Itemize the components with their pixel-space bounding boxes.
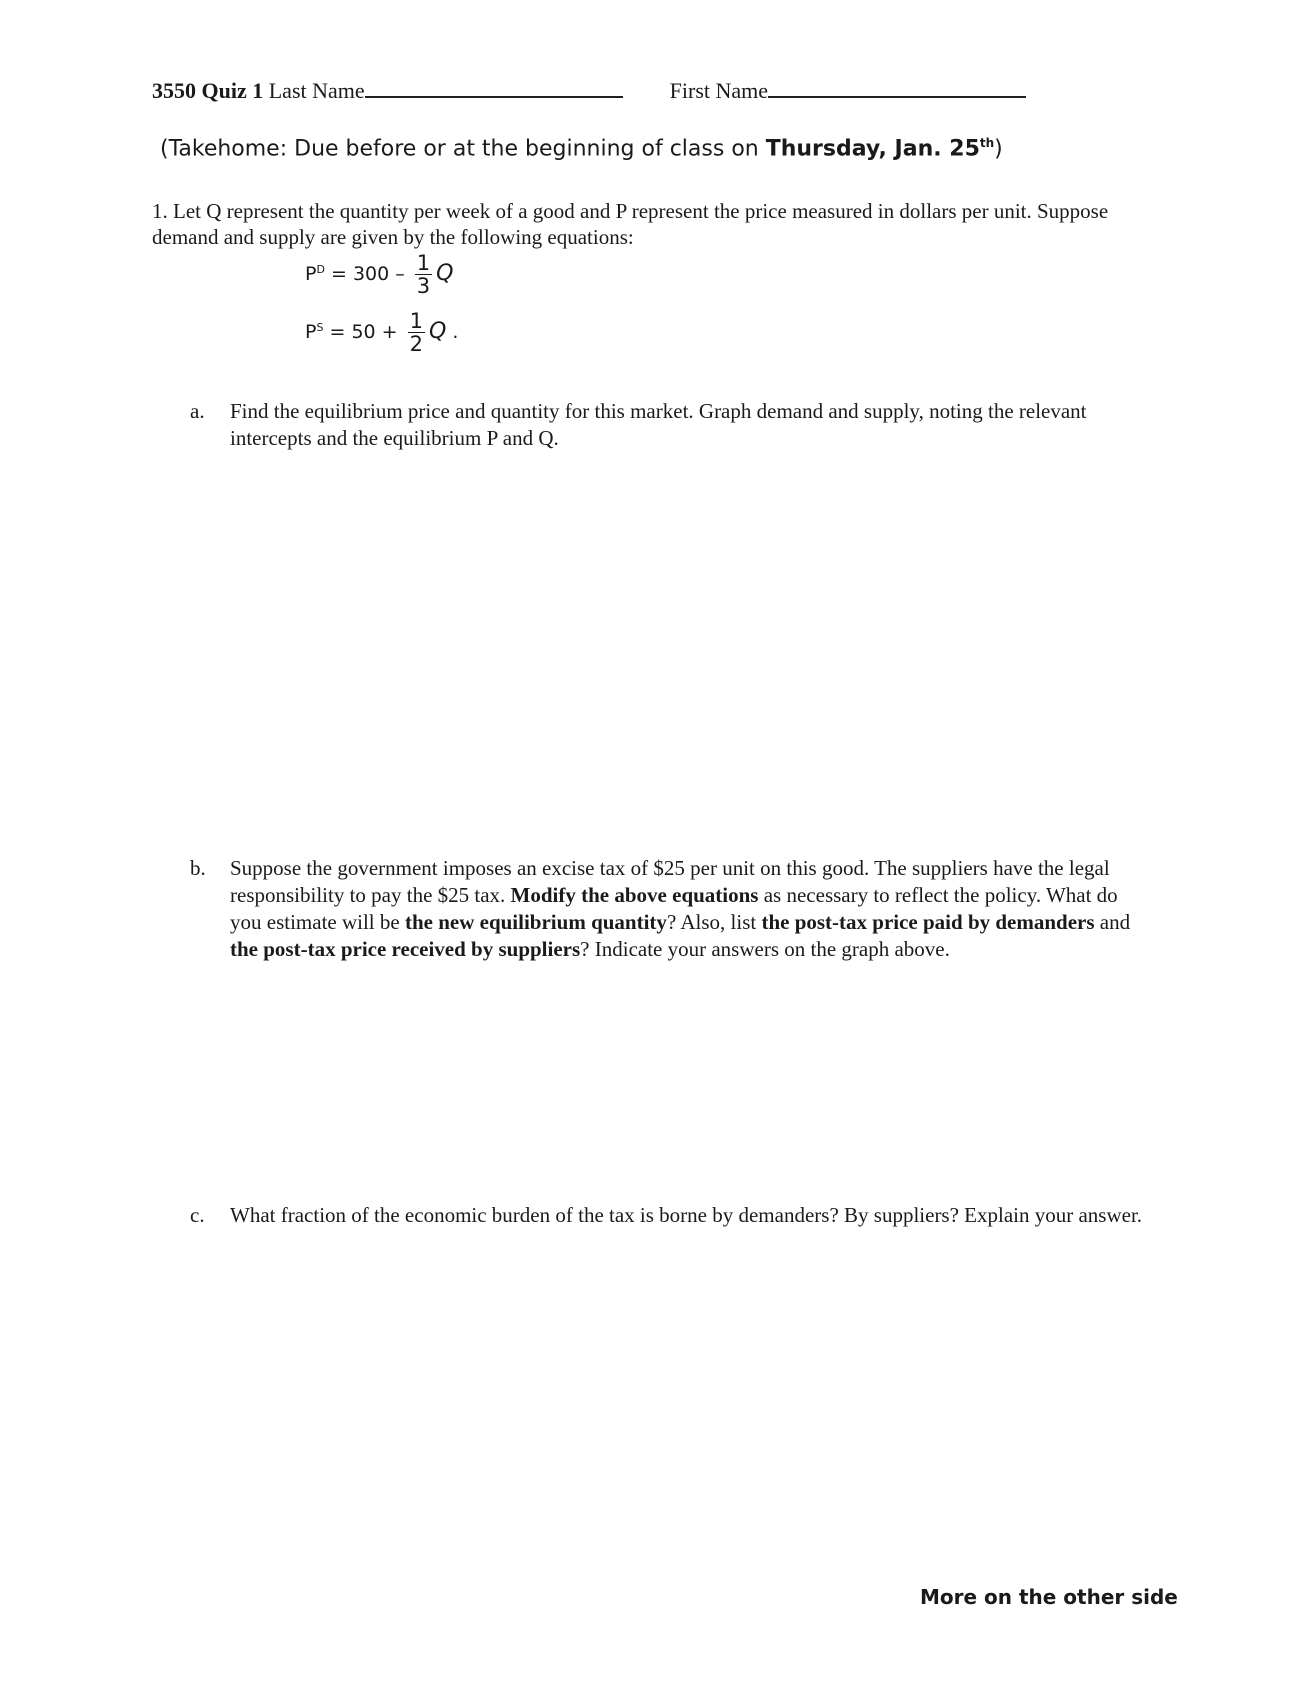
- supply-end: .: [446, 321, 459, 343]
- supply-rhs: = 50 +: [323, 321, 404, 343]
- first-name-label: First Name: [669, 78, 769, 103]
- part-b-text-4: and: [1094, 910, 1131, 934]
- footer-note: More on the other side: [920, 1585, 1178, 1609]
- question-1-intro: 1. Let Q represent the quantity per week of a good and P represent the price measured in dollars per unit. Suppose demand and supply are given by the following equations:: [152, 199, 1109, 249]
- part-b-text-2: as necessary to reflect the policy. What do you estimate will be: [230, 883, 1118, 934]
- demand-numerator: 1: [416, 251, 431, 275]
- due-close: ): [994, 136, 1003, 162]
- part-b-bold-4: the post-tax price received by suppliers: [230, 937, 581, 961]
- due-date-suffix: th: [979, 136, 995, 150]
- part-b-label: b.: [190, 856, 206, 880]
- part-a-text: Find the equilibrium price and quantity for this market. Graph demand and supply, noting the relevant intercepts and the equilibrium P and Q.: [230, 399, 1087, 450]
- demand-equation: [305, 252, 454, 297]
- due-date: Thursday, Jan. 25: [765, 136, 980, 162]
- part-b-text: [230, 855, 1150, 963]
- part-b-text-5: ? Indicate your answers on the graph above.: [580, 937, 950, 961]
- last-name-blank[interactable]: [365, 95, 623, 98]
- demand-denominator: 3: [416, 274, 431, 298]
- demand-lhs: P: [305, 263, 317, 285]
- quiz-header: [152, 78, 1026, 104]
- part-b-bold-1: Modify the above equations: [510, 883, 759, 907]
- first-name-blank[interactable]: [768, 95, 1026, 98]
- demand-fraction: [415, 252, 432, 297]
- supply-lhs: P: [305, 321, 317, 343]
- supply-denominator: 2: [409, 332, 424, 356]
- due-date-note: [160, 136, 1003, 161]
- part-c-label: c.: [190, 1203, 205, 1227]
- supply-equation: [305, 310, 458, 355]
- due-prefix: (Takehome: Due before or at the beginning of class on: [160, 136, 766, 162]
- part-b-bold-2: the new equilibrium quantity: [404, 910, 667, 934]
- last-name-label: Last Name: [268, 78, 365, 103]
- part-c-text: What fraction of the economic burden of the tax is borne by demanders? By suppliers? Explain your answer.: [230, 1203, 1143, 1227]
- part-b-bold-3: the post-tax price paid by demanders: [761, 910, 1095, 934]
- part-b-text-1: Suppose the government imposes an excise tax of $25 per unit on this good. The suppliers have the legal responsibility to pay the $25 tax.: [230, 856, 1110, 907]
- demand-superscript: D: [316, 263, 325, 276]
- supply-variable: Q: [429, 319, 447, 344]
- demand-variable: Q: [436, 261, 454, 286]
- supply-fraction: [408, 310, 425, 355]
- supply-superscript: S: [316, 321, 324, 334]
- demand-rhs: = 300 –: [324, 263, 411, 285]
- part-b-text-3: ? Also, list: [666, 910, 762, 934]
- supply-numerator: 1: [409, 309, 424, 333]
- course-title: 3550 Quiz 1: [152, 78, 264, 103]
- part-a-label: a.: [190, 399, 205, 423]
